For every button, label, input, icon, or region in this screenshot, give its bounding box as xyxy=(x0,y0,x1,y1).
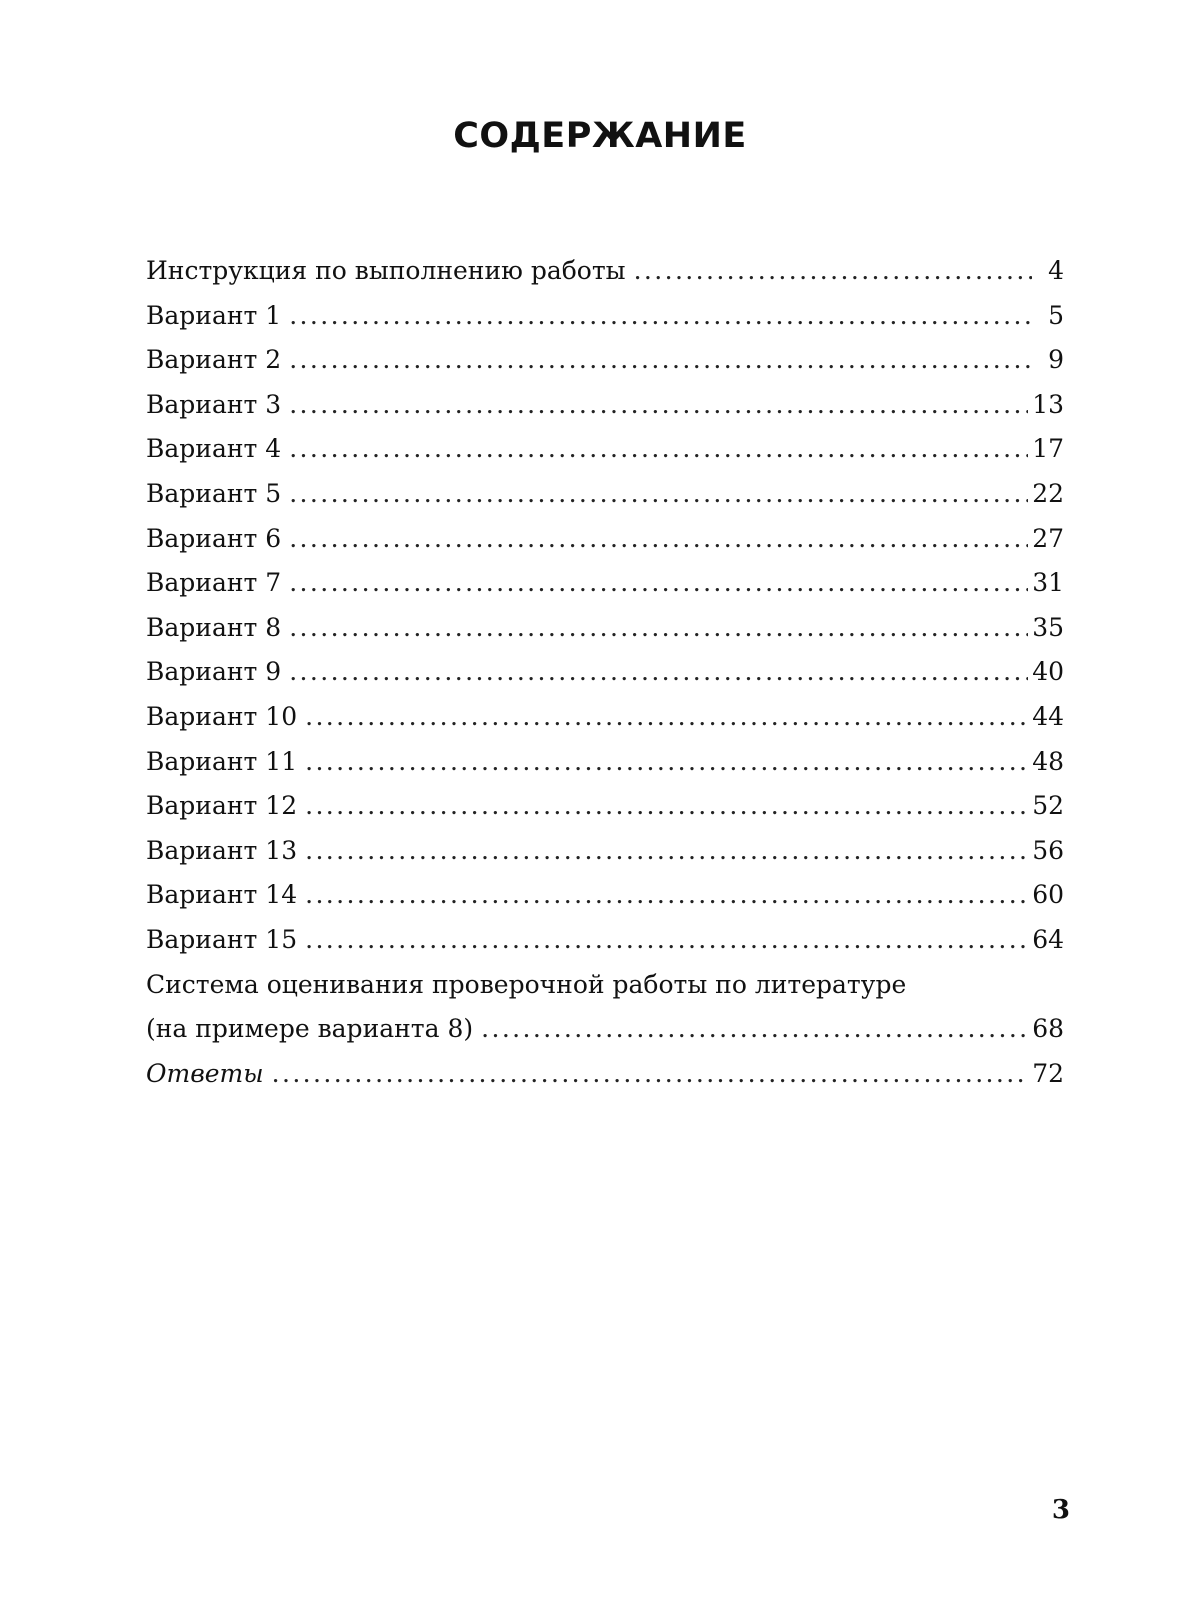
dot-leader xyxy=(634,249,1032,294)
toc-entry-assessment[interactable] xyxy=(146,963,1064,1052)
toc-entry-variant-6[interactable] xyxy=(146,517,1064,562)
toc-entry-variant-12[interactable] xyxy=(146,784,1064,829)
toc-entry-variant-11[interactable] xyxy=(146,740,1064,785)
dot-leader xyxy=(305,740,1028,785)
toc-entry-label: Ответы xyxy=(146,1058,264,1088)
toc-entry-page: 13 xyxy=(1032,389,1064,419)
toc-entry-line xyxy=(146,1007,1064,1052)
dot-leader xyxy=(305,784,1028,829)
toc-entry-page: 48 xyxy=(1032,746,1064,776)
dot-leader xyxy=(305,918,1028,963)
toc-entry-label: Вариант 8 xyxy=(146,612,282,642)
toc-entry-instructions[interactable] xyxy=(146,249,1064,294)
toc-entry-page: 52 xyxy=(1032,791,1064,821)
toc-entry-variant-8[interactable] xyxy=(146,606,1064,651)
toc-entry-label: Вариант 15 xyxy=(146,924,298,954)
toc-entry-page: 35 xyxy=(1032,612,1064,642)
dot-leader xyxy=(289,294,1032,339)
toc-entry-label: Вариант 3 xyxy=(146,389,282,419)
toc-entry-label: Вариант 5 xyxy=(146,478,282,508)
toc-entry-page: 56 xyxy=(1032,835,1064,865)
toc-entry-page: 5 xyxy=(1048,300,1064,330)
toc-entry-page: 22 xyxy=(1032,478,1064,508)
dot-leader xyxy=(289,338,1032,383)
dot-leader xyxy=(305,695,1028,740)
toc-entry-label: Вариант 4 xyxy=(146,434,282,464)
table-of-contents xyxy=(146,249,1064,1096)
dot-leader xyxy=(481,1007,1028,1052)
toc-entry-label: Система оценивания проверочной работы по литературе xyxy=(146,969,907,999)
toc-entry-page: 68 xyxy=(1032,1014,1064,1044)
toc-entry-variant-15[interactable] xyxy=(146,918,1064,963)
dot-leader xyxy=(305,873,1028,918)
dot-leader xyxy=(289,650,1028,695)
toc-entry-variant-13[interactable] xyxy=(146,829,1064,874)
toc-entry-variant-7[interactable] xyxy=(146,561,1064,606)
toc-entry-answers[interactable] xyxy=(146,1052,1064,1097)
dot-leader xyxy=(289,383,1028,428)
toc-entry-page: 40 xyxy=(1032,657,1064,687)
toc-entry-page: 27 xyxy=(1032,523,1064,553)
toc-entry-page: 17 xyxy=(1032,434,1064,464)
toc-entry-label: Вариант 2 xyxy=(146,345,282,375)
toc-entry-label: Вариант 11 xyxy=(146,746,298,776)
toc-entry-variant-5[interactable] xyxy=(146,472,1064,517)
dot-leader xyxy=(289,472,1028,517)
toc-entry-label: Вариант 12 xyxy=(146,791,298,821)
toc-entry-page: 4 xyxy=(1048,256,1064,285)
toc-entry-label: Вариант 9 xyxy=(146,657,282,687)
dot-leader xyxy=(289,427,1028,472)
dot-leader xyxy=(289,606,1028,651)
toc-entry-label: Вариант 10 xyxy=(146,701,298,731)
toc-entry-label: Вариант 6 xyxy=(146,523,282,553)
page-number: 3 xyxy=(1051,1495,1070,1525)
toc-entry-page: 44 xyxy=(1032,701,1064,731)
toc-entry-label: Инструкция по выполнению работы xyxy=(146,256,626,285)
toc-entry-variant-4[interactable] xyxy=(146,427,1064,472)
dot-leader xyxy=(305,829,1028,874)
toc-entry-page: 60 xyxy=(1032,880,1064,910)
dot-leader xyxy=(289,517,1028,562)
toc-entry-label: Вариант 13 xyxy=(146,835,298,865)
toc-entry-variant-2[interactable] xyxy=(146,338,1064,383)
toc-entry-label: Вариант 14 xyxy=(146,880,298,910)
toc-entry-label: Вариант 1 xyxy=(146,300,282,330)
toc-entry-line xyxy=(146,963,1064,1008)
toc-entry-label-block xyxy=(146,963,1064,1052)
page-title: СОДЕРЖАНИЕ xyxy=(453,116,747,156)
toc-entry-label: (на примере варианта 8) xyxy=(146,1014,474,1044)
toc-entry-label: Вариант 7 xyxy=(146,568,282,598)
toc-entry-variant-10[interactable] xyxy=(146,695,1064,740)
toc-entry-page: 31 xyxy=(1032,568,1064,598)
toc-entry-variant-1[interactable] xyxy=(146,294,1064,339)
toc-entry-page: 64 xyxy=(1032,924,1064,954)
toc-entry-page: 72 xyxy=(1032,1058,1064,1088)
dot-leader xyxy=(289,561,1028,606)
toc-entry-variant-3[interactable] xyxy=(146,383,1064,428)
dot-leader xyxy=(272,1052,1029,1097)
toc-entry-page: 9 xyxy=(1048,345,1064,375)
toc-entry-variant-14[interactable] xyxy=(146,873,1064,918)
toc-entry-variant-9[interactable] xyxy=(146,650,1064,695)
